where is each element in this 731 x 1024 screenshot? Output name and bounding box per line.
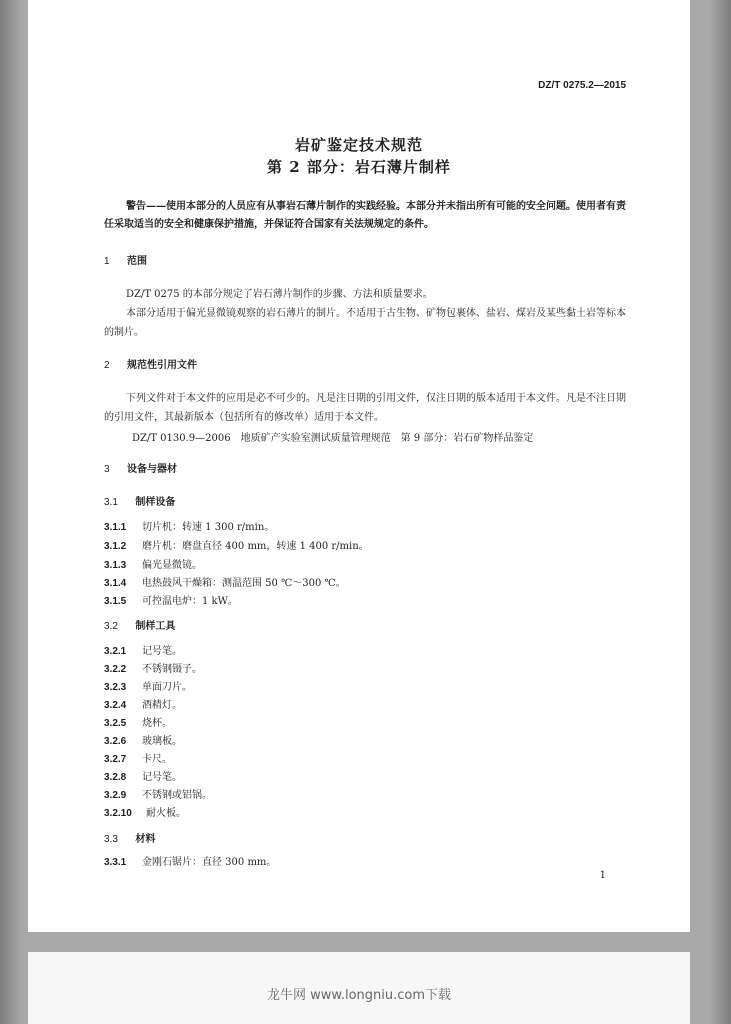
item-text: 烧杯。 [142,718,172,729]
list-item [104,537,369,552]
item-text: 可控温电炉：1 kW。 [142,596,238,607]
subsection-number: 3.2 [104,621,118,632]
item-number: 3.2.5 [104,718,127,729]
item-text: 切片机：转速 1 300 r/min。 [142,522,275,533]
item-text: 记号笔。 [142,646,182,657]
item-text: 偏光显微镜。 [142,560,202,571]
section-2-para-1: 下列文件对于本文件的应用是必不可少的。凡是注日期的引用文件，仅注日期的版本适用于本文件。凡是不注日期的引用文件，其最新版本（包括所有的修改单）适用于本文件。 [104,393,626,423]
item-text: 记号笔。 [142,772,182,783]
section-2-heading [104,356,197,371]
item-number: 3.2.7 [104,754,127,765]
item-text: 耐火板。 [146,808,186,819]
subsection-number: 3.3 [104,834,118,845]
list-item [104,660,202,675]
section-3-heading [104,460,177,475]
standard-number: DZ/T 0275.2—2015 [538,80,626,91]
item-number: 3.2.3 [104,682,127,693]
item-number: 3.2.4 [104,700,127,711]
list-item [104,768,182,783]
list-item [104,642,182,657]
item-text: 金刚石锯片：直径 300 mm。 [142,857,277,868]
item-number: 3.1.4 [104,578,127,589]
item-text: 单面刀片。 [142,682,192,693]
item-number: 3.2.8 [104,772,127,783]
item-number: 3.1.5 [104,596,127,607]
item-number: 3.1.2 [104,541,127,552]
section-number: 3 [104,464,110,475]
item-number: 3.2.6 [104,736,127,747]
document-subtitle: 第 2 部分：岩石薄片制样 [267,158,451,176]
list-item [104,556,202,571]
list-item [104,518,274,533]
item-text: 磨片机：磨盘直径 400 mm，转速 1 400 r/min。 [142,541,369,552]
footer-watermark: 龙牛网 www.longniu.com下载 [266,988,451,1003]
item-number: 3.2.9 [104,790,127,801]
item-number: 3.3.1 [104,857,127,868]
list-item [104,804,186,819]
section-title: 规范性引用文件 [127,360,198,371]
subsection-3-3-heading [104,830,155,845]
item-text: 玻璃板。 [142,736,182,747]
list-item [104,574,346,589]
section-title: 设备与器材 [127,464,178,475]
list-item [104,714,172,729]
footer-panel [28,952,690,1024]
list-item [104,678,192,693]
subsection-number: 3.1 [104,497,118,508]
subsection-3-2-heading [104,617,175,632]
item-number: 3.1.1 [104,522,127,533]
warning-paragraph: 警告——使用本部分的人员应有从事岩石薄片制作的实践经验。本部分并未指出所有可能的安全问题。使用者有责任采取适当的安全和健康保护措施，并保证符合国家有关法规规定的条件。 [104,201,626,230]
list-item [104,786,212,801]
section-1-para-2: 本部分适用于偏光显微镜观察的岩石薄片的制片。不适用于古生物、矿物包裹体、盐岩、煤岩及某些黏土岩等标本的制片。 [104,308,626,338]
item-number: 3.2.10 [104,808,132,819]
item-number: 3.1.3 [104,560,127,571]
list-item [104,592,238,607]
normative-reference: DZ/T 0130.9—2006 地质矿产实验室测试质量管理规范 第 9 部分：岩石矿物样品鉴定 [132,433,534,444]
item-text: 电热鼓风干燥箱：测温范围 50 ℃～300 ℃。 [142,578,346,589]
section-number: 2 [104,360,110,371]
document-page [28,0,690,932]
item-number: 3.2.2 [104,664,127,675]
list-item [104,750,172,765]
item-number: 3.2.1 [104,646,127,657]
subsection-title: 制样工具 [135,621,176,632]
subsection-3-1-heading [104,493,175,508]
section-number: 1 [104,256,110,267]
item-text: 酒精灯。 [142,700,182,711]
section-title: 范围 [127,256,148,267]
list-item [104,853,276,868]
item-text: 不锈钢或铝锅。 [142,790,212,801]
section-1-para-1: DZ/T 0275 的本部分规定了岩石薄片制作的步骤、方法和质量要求。 [126,289,433,300]
item-text: 不锈钢镊子。 [142,664,202,675]
list-item [104,732,182,747]
page-number: 1 [599,870,606,881]
subsection-title: 材料 [135,834,156,845]
item-text: 卡尺。 [142,754,172,765]
list-item [104,696,182,711]
document-title: 岩矿鉴定技术规范 [294,136,423,154]
section-1-heading [104,252,147,267]
subsection-title: 制样设备 [135,497,176,508]
